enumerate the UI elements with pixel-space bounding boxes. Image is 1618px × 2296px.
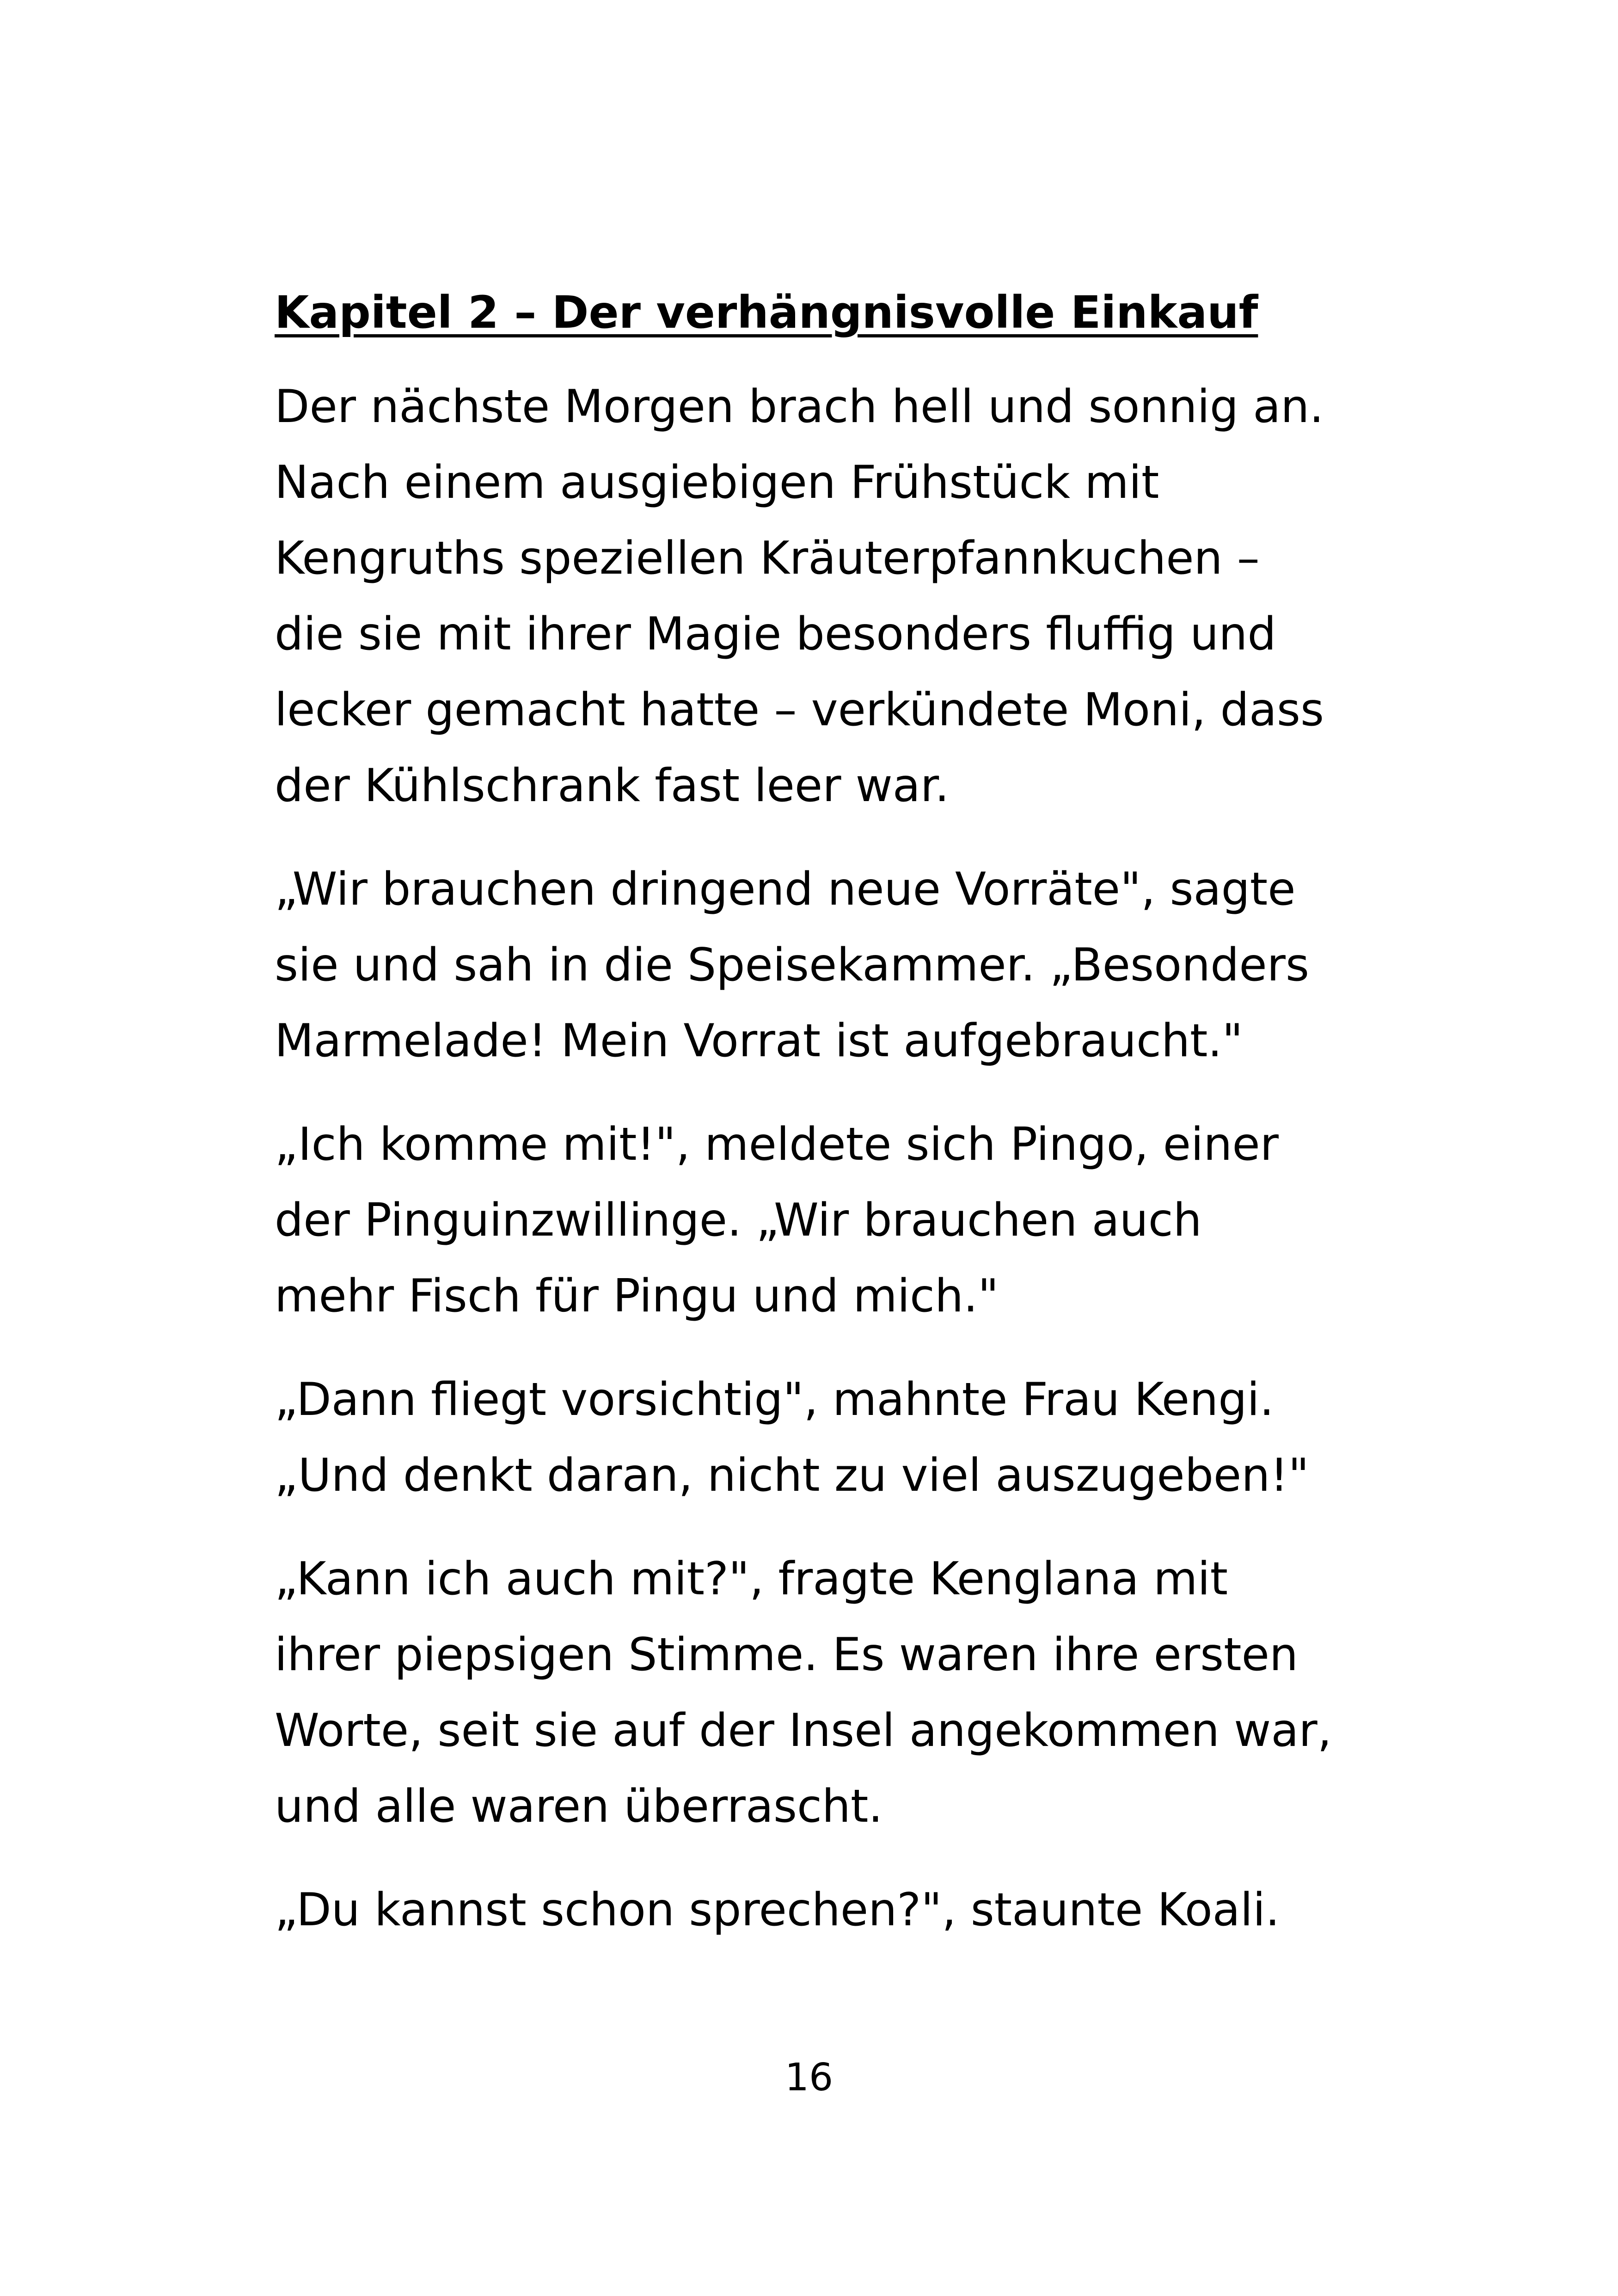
- text-line: Kengruths speziellen Kräuterpfannkuchen –: [275, 532, 1260, 585]
- text-line: die sie mit ihrer Magie besonders fluffig und: [275, 608, 1276, 661]
- paragraph: [275, 851, 1356, 1079]
- paragraph: [275, 369, 1356, 824]
- text-line: „Und denkt daran, nicht zu viel auszugeben!": [275, 1449, 1309, 1502]
- text-line: lecker gemacht hatte – verkündete Moni, dass: [275, 684, 1324, 736]
- text-line: mehr Fisch für Pingu und mich.": [275, 1270, 999, 1322]
- text-line: „Ich komme mit!", meldete sich Pingo, einer: [275, 1118, 1279, 1171]
- page-number: 16: [784, 2056, 834, 2100]
- text-line: „Kann ich auch mit?", fragte Kenglana mit: [275, 1553, 1228, 1605]
- text-line: der Pinguinzwillinge. „Wir brauchen auch: [275, 1194, 1202, 1247]
- page-content: [275, 282, 1356, 1976]
- text-line: „Dann fliegt vorsichtig", mahnte Frau Kengi.: [275, 1373, 1274, 1426]
- text-line: der Kühlschrank fast leer war.: [275, 759, 950, 812]
- text-line: „Wir brauchen dringend neue Vorräte", sagte: [275, 863, 1296, 916]
- text-line: sie und sah in die Speisekammer. „Besonders: [275, 939, 1310, 992]
- text-line: und alle waren überrascht.: [275, 1780, 883, 1833]
- text-line: „Du kannst schon sprechen?", staunte Koali.: [275, 1884, 1280, 1936]
- text-line: Worte, seit sie auf der Insel angekommen war,: [275, 1704, 1332, 1757]
- paragraph: [275, 1541, 1356, 1844]
- chapter-title: Kapitel 2 – Der verhängnisvolle Einkauf: [275, 287, 1258, 338]
- text-line: Nach einem ausgiebigen Frühstück mit: [275, 456, 1159, 509]
- text-line: Marmelade! Mein Vorrat ist aufgebraucht.": [275, 1015, 1243, 1067]
- paragraph: [275, 1872, 1356, 1948]
- text-line: Der nächste Morgen brach hell und sonnig an.: [275, 380, 1324, 433]
- paragraph: [275, 1362, 1356, 1513]
- paragraph: [275, 1107, 1356, 1334]
- text-line: ihrer piepsigen Stimme. Es waren ihre ersten: [275, 1629, 1298, 1681]
